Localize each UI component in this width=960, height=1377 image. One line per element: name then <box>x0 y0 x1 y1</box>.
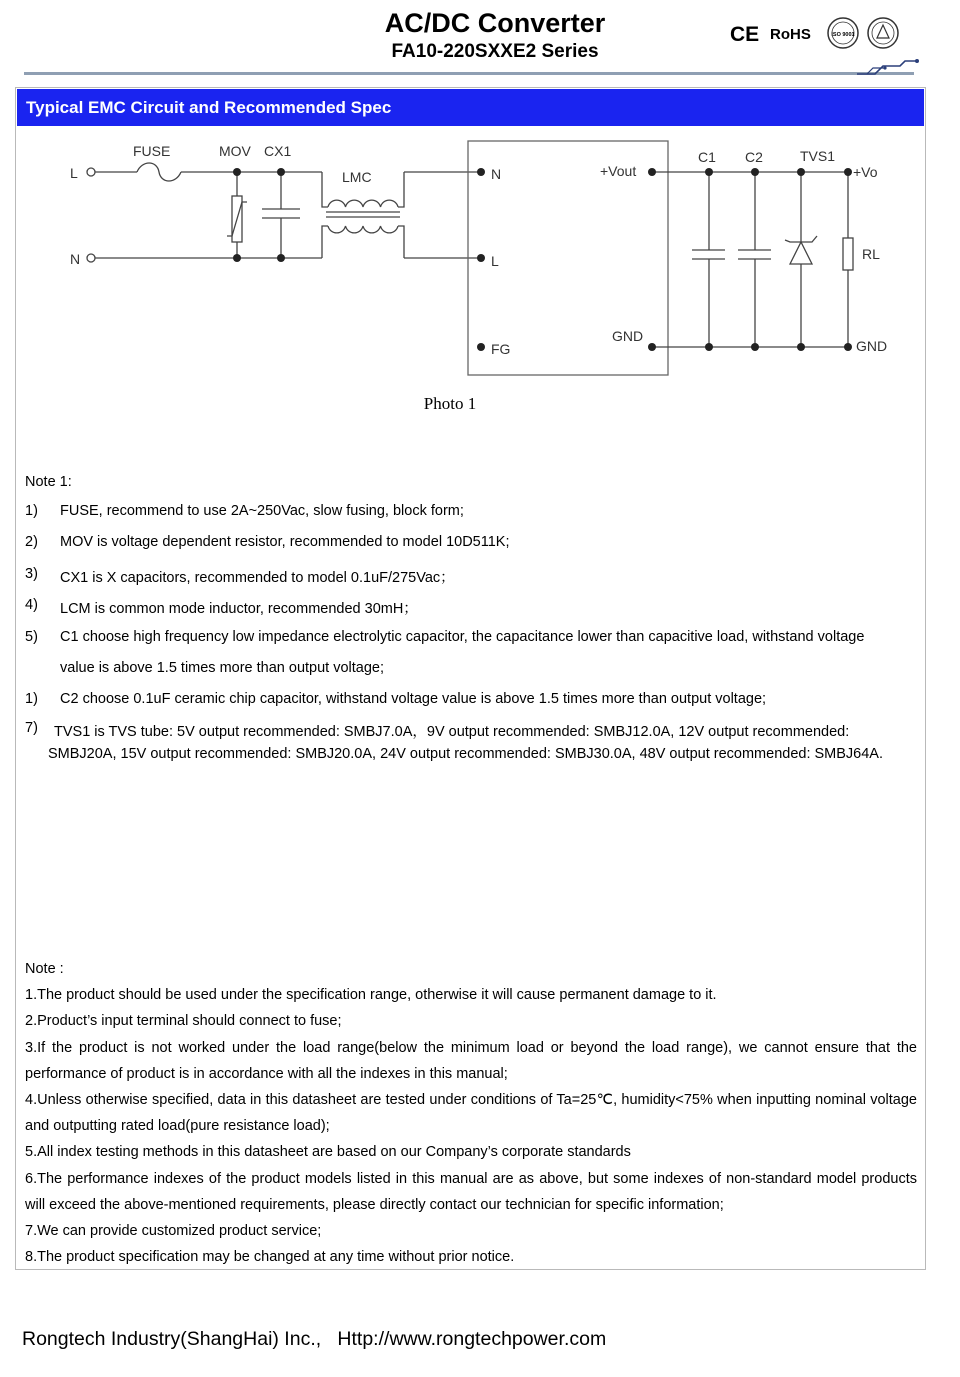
list-item-text: C2 choose 0.1uF ceramic chip capacitor, withstand voltage value is above 1.5 times more than output voltage; <box>60 691 767 707</box>
list-item-number: 3) <box>25 566 38 582</box>
note-item: 3.If the product is not worked under the load range(below the minimum load or beyond the load range), we cannot ensure that the performance of product is in accordance with all the indexes in this manual; <box>25 1039 917 1082</box>
list-item-number: 1) <box>25 503 38 519</box>
figure-caption: Photo 1 <box>423 394 477 413</box>
note-item: 2.Product’s input terminal should connect to fuse; <box>25 1013 342 1030</box>
list-item-number: 5) <box>25 629 38 645</box>
label-module-n: N <box>491 166 502 182</box>
label-vout: +Vout <box>600 163 637 179</box>
label-mov: MOV <box>219 143 251 159</box>
note-item: 7.We can provide customized product service; <box>25 1223 322 1240</box>
list-item-text: CX1 is X capacitors, recommended to model 0.1uF/275Vac； <box>60 570 455 586</box>
rohs-label: RoHS <box>770 26 811 43</box>
label-c1: C1 <box>698 149 716 165</box>
input-n-terminal <box>87 254 95 262</box>
note-item: 4.Unless otherwise specified, data in this datasheet are tested under conditions of Ta=25℃, humidity<75% when inputting nominal voltage and outputting rated load(pure resistance load); <box>25 1092 917 1135</box>
note-item: 8.The product specification may be changed at any time without prior notice. <box>25 1249 515 1266</box>
c2-symbol <box>738 172 771 347</box>
cx1-symbol <box>262 172 300 258</box>
note2-section <box>25 956 917 1270</box>
list-item-text: TVS1 is TVS tube: 5V output recommended: SMBJ7.0A，9V output recommended: SMBJ12.0A, 12V output recommended: <box>54 724 850 740</box>
list-item-text: FUSE, recommend to use 2A~250Vac, slow fusing, block form; <box>60 503 464 519</box>
label-module-gnd: GND <box>612 328 644 344</box>
list-item-text: SMBJ20A, 15V output recommended: SMBJ20.0A, 24V output recommended: SMBJ30.0A, 48V output recommended: SMBJ64A. <box>48 746 884 762</box>
input-l-terminal <box>87 168 95 176</box>
section-title-bar: Typical EMC Circuit and Recommended Spec <box>17 89 924 126</box>
list-item-number: 2) <box>25 534 38 550</box>
ce-mark: CE <box>730 23 760 46</box>
lmc-bottom-coil <box>328 226 398 233</box>
label-fuse: FUSE <box>133 143 171 159</box>
note-item: 1.The product should be used under the specification range, otherwise it will cause permanent damage to it. <box>25 987 717 1004</box>
list-item-text: value is above 1.5 times more than output voltage; <box>60 660 385 676</box>
label-module-l: L <box>491 253 499 269</box>
label-lmc: LMC <box>342 169 372 185</box>
fuse-symbol <box>137 163 181 181</box>
list-item-number: 1) <box>25 691 38 707</box>
note-item: 6.The performance indexes of the product models listed in this manual are as above, but some indexes of non-standard model products will exceed the above-mentioned requirements, please directly contact our technician for specific information; <box>25 1170 917 1213</box>
document-subtitle: FA10-220SXXE2 Series <box>391 41 599 62</box>
footer-url[interactable]: Http://www.rongtechpower.com <box>337 1328 607 1350</box>
footer <box>22 1328 606 1351</box>
label-input-l: L <box>70 165 78 181</box>
label-tvs1: TVS1 <box>800 148 836 164</box>
emc-circuit-diagram <box>0 0 960 400</box>
c1-symbol <box>692 172 725 347</box>
list-item-text: MOV is voltage dependent resistor, recommended to model 10D511K; <box>60 534 510 550</box>
lmc-top-coil <box>328 200 398 207</box>
label-output-gnd: GND <box>856 338 888 354</box>
label-rl: RL <box>862 246 880 262</box>
note-item: 5.All index testing methods in this datasheet are based on our Company’s corporate standards <box>25 1144 631 1161</box>
label-input-n: N <box>70 251 81 267</box>
note2-heading: Note : <box>25 961 64 977</box>
list-item-number: 4) <box>25 597 38 613</box>
label-module-fg: FG <box>491 341 511 357</box>
list-item-number: 7) <box>25 720 38 736</box>
rl-symbol <box>843 238 853 270</box>
document-title: AC/DC Converter <box>384 8 606 38</box>
iso-label: ISO 9001 <box>831 32 855 38</box>
label-vo: +Vo <box>853 164 878 180</box>
label-cx1: CX1 <box>264 143 292 159</box>
list-item-text: C1 choose high frequency low impedance electrolytic capacitor, the capacitance lower than capacitive load, withstand voltage <box>60 629 865 645</box>
label-c2: C2 <box>745 149 763 165</box>
footer-company: Rongtech Industry(ShangHai) Inc., <box>22 1328 322 1350</box>
list-item-text: LCM is common mode inductor, recommended 30mH； <box>60 601 418 617</box>
note1-heading: Note 1: <box>25 474 72 490</box>
